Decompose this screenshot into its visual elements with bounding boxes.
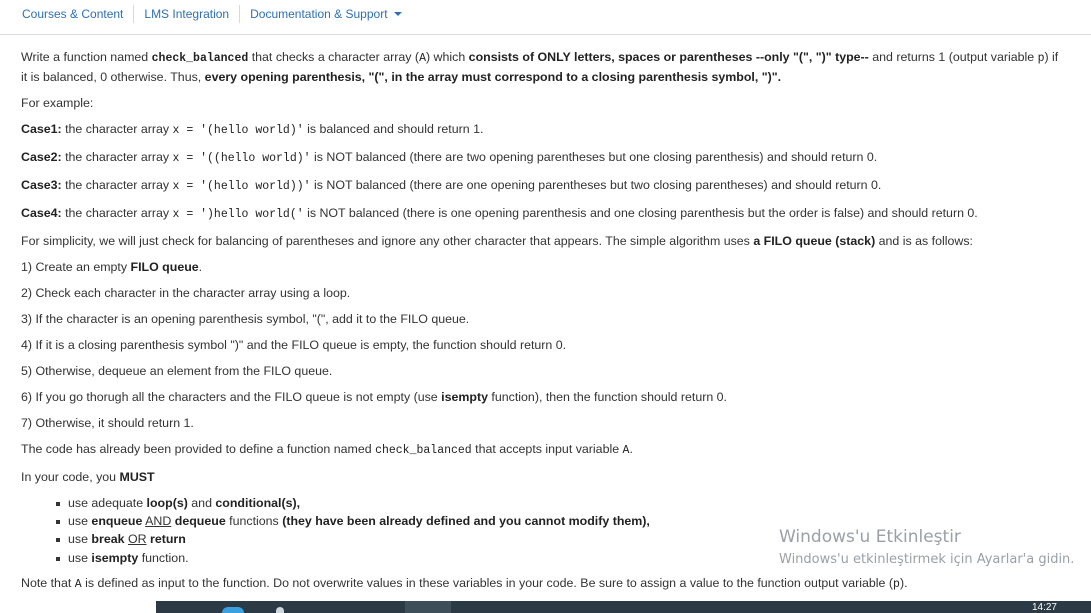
text: use adequate (68, 496, 147, 510)
activation-watermark-title: Windows'u Etkinleştir (779, 527, 961, 547)
text: and returns 1 (output variable (868, 50, 1038, 64)
case-code: x = '((hello world)' (172, 152, 311, 165)
text: In your code, you (21, 470, 120, 484)
case-1 (21, 120, 1066, 140)
provided-paragraph (21, 440, 1066, 460)
text: Write a function named (21, 50, 152, 64)
case-3 (21, 176, 1066, 196)
var-p: p (893, 578, 900, 591)
var-A: A (622, 444, 630, 457)
var-A: A (74, 578, 82, 591)
text: 6) If you go thorugh all the characters and the FILO queue is not empty (use (21, 390, 442, 404)
text: break (91, 532, 125, 547)
text: AND (145, 514, 172, 529)
edge-icon[interactable] (222, 607, 244, 613)
text: that accepts input variable (471, 442, 623, 456)
text: . (629, 442, 633, 456)
active-app-icon[interactable] (405, 601, 451, 613)
text: return (150, 532, 186, 547)
case-2 (21, 148, 1066, 168)
case-label: Case4: (21, 206, 62, 220)
case-label: Case3: (21, 178, 62, 192)
text: Note that (21, 576, 75, 590)
problem-description (21, 48, 1066, 567)
text: (they have been already defined and you cannot modify them), (282, 514, 650, 529)
text: is defined as input to the function. Do not overwrite values in these variables in your code. Be sure to assign a value to the function output variable ( (81, 576, 894, 590)
text: isempty (91, 550, 139, 565)
text: isempty (441, 390, 488, 404)
case-code: x = '(hello world))' (172, 180, 311, 193)
step-1 (21, 258, 1066, 276)
text: a FILO queue (stack) (753, 234, 876, 248)
step-3: 3) If the character is an opening parenthesis symbol, "(", add it to the FILO queue. (21, 312, 470, 326)
step-7: 7) Otherwise, it should return 1. (21, 416, 194, 430)
text: MUST (119, 470, 155, 484)
file-icon[interactable] (276, 607, 284, 613)
note-paragraph (21, 576, 908, 591)
text: 1) Create an empty (21, 260, 131, 274)
text: loop(s) (146, 496, 188, 510)
case-4 (21, 204, 1066, 224)
simplicity-paragraph (21, 232, 1066, 250)
text: dequeue (174, 514, 226, 529)
text: is balanced and should return 1. (303, 122, 484, 136)
case-label: Case1: (21, 122, 62, 136)
text: consists of ONLY letters, spaces or parentheses --only "(", ")" type-- (468, 50, 869, 64)
text: . (198, 260, 203, 274)
text: FILO queue (130, 260, 199, 274)
text: For simplicity, we will just check for balancing of parentheses and ignore any other character that appears. The simple algorithm uses (21, 234, 754, 248)
function-name: check_balanced (375, 444, 472, 457)
text: use (68, 514, 92, 529)
taskbar (156, 601, 1091, 613)
nav-documentation-support[interactable] (240, 5, 411, 23)
nav-courses-content[interactable]: Courses & Content (0, 5, 134, 23)
step-5: 5) Otherwise, dequeue an element from the FILO queue. (21, 364, 333, 378)
var-A: A (419, 52, 426, 65)
text: function), then the function should return 0. (487, 390, 728, 404)
chevron-down-icon[interactable] (394, 12, 402, 16)
text: OR (127, 532, 147, 547)
text: conditional(s), (215, 496, 301, 510)
step-4: 4) If it is a closing parenthesis symbol ")" and the FILO queue is empty, the function should return 0. (21, 338, 567, 352)
text: is NOT balanced (there are two opening parentheses but one closing parenthesis) and should return 0. (310, 150, 878, 164)
text: is NOT balanced (there is one opening parenthesis and one closing parenthesis but the order is false) and should return 0. (303, 206, 978, 220)
var-p: p (1037, 52, 1045, 65)
text: the character array (61, 150, 173, 164)
text: use (68, 532, 92, 547)
text: and (187, 496, 216, 510)
text: enqueue (91, 514, 143, 529)
case-label: Case2: (21, 150, 62, 164)
header-divider (0, 34, 1091, 35)
text: check_balanced (151, 52, 249, 65)
step-6 (21, 388, 1066, 406)
text: the character array (61, 122, 173, 136)
nav-lms-integration[interactable]: LMS Integration (134, 5, 240, 23)
text: the character array (61, 206, 173, 220)
text: is NOT balanced (there are one opening parentheses but two closing parentheses) and should return 0. (310, 178, 882, 192)
text: The code has already been provided to define a function named (21, 442, 376, 456)
text: that checks a character array ( (248, 50, 420, 64)
text: ). (899, 576, 908, 590)
text: every opening parenthesis, "(", in the array must correspond to a closing parenthesis symbol, ")". (204, 70, 782, 84)
function-name (152, 52, 249, 65)
text: ) which (425, 50, 469, 64)
case-code: x = '(hello world)' (172, 124, 304, 137)
text: ) if it is balanced, 0 otherwise. Thus, (21, 50, 1059, 84)
list-item (68, 494, 1066, 512)
nav-documentation-label[interactable]: Documentation & Support (250, 6, 388, 21)
intro-paragraph (21, 48, 1066, 86)
case-code: x = ')hello world(' (172, 208, 304, 221)
text: and is as follows: (875, 234, 973, 248)
for-example: For example: (21, 96, 94, 110)
step-2: 2) Check each character in the character array using a loop. (21, 286, 351, 300)
text: the character array (61, 178, 173, 192)
text: functions (225, 514, 283, 529)
top-navigation (0, 0, 1091, 27)
activation-watermark-subtitle: Windows'u etkinleştirmek için Ayarlar'a gidin. (779, 552, 1075, 567)
text: use (68, 550, 92, 565)
clock: 14:27 (1031, 602, 1057, 613)
must-paragraph (21, 468, 1066, 486)
text: function. (138, 550, 189, 565)
